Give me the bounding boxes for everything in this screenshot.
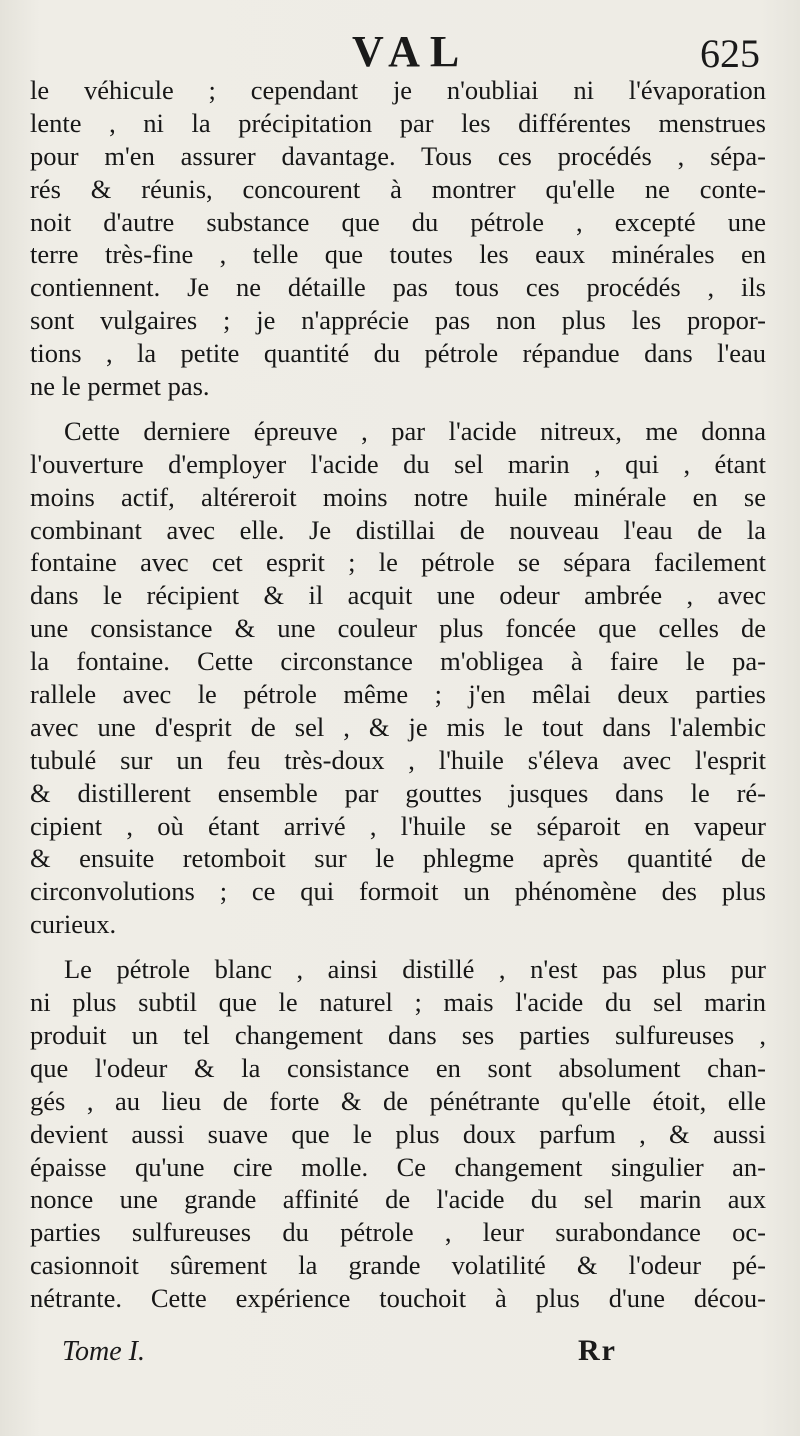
text-line: sont vulgaires ; je n'apprécie pas non plus les propor- [30, 305, 766, 336]
text-line: nonce une grande affinité de l'acide du sel marin aux [30, 1184, 766, 1215]
text-line: avec une d'esprit de sel , & je mis le tout dans l'alembic [30, 711, 766, 742]
text-line: ne le permet pas. [30, 371, 210, 402]
page-number: 625 [700, 31, 760, 76]
text-line: contiennent. Je ne détaille pas tous ces procédés , ils [30, 272, 766, 303]
text-line: casionnoit sûrement la grande volatilité & l'odeur pé- [30, 1250, 766, 1281]
text-line: le véhicule ; cependant je n'oubliai ni l'évaporation [30, 75, 766, 105]
text-line: rallele avec le pétrole même ; j'en mêlai deux parties [30, 679, 766, 710]
paragraph-3 [30, 953, 766, 1315]
page-footer [0, 1336, 800, 1376]
text-line: cipient , où étant arrivé , l'huile se séparoit en vapeur [30, 810, 766, 841]
text-line: que l'odeur & la consistance en sont absolument chan- [30, 1052, 766, 1083]
text-line: & distillerent ensemble par gouttes jusques dans le ré- [30, 777, 766, 808]
text-line: ni plus subtil que le naturel ; mais l'acide du sel marin [30, 987, 766, 1018]
text-line: pour m'en assurer davantage. Tous ces procédés , sépa- [30, 140, 766, 171]
paragraph-2 [30, 415, 766, 941]
text-line: lente , ni la précipitation par les différentes menstrues [30, 107, 766, 138]
text-line: nétrante. Cette expérience touchoit à plus d'une décou- [30, 1283, 766, 1314]
text-line: circonvolutions ; ce qui formoit un phénomène des plus [30, 876, 766, 907]
text-line: tions , la petite quantité du pétrole répandue dans l'eau [30, 338, 766, 369]
paragraph-1 [30, 74, 766, 403]
text-line: produit un tel changement dans ses parties sulfureuses , [30, 1019, 766, 1050]
text-line: terre très-fine , telle que toutes les eaux minérales en [30, 239, 766, 270]
running-head: VAL [352, 27, 470, 76]
text-line: dans le récipient & il acquit une odeur ambrée , avec [30, 580, 766, 611]
text-line: épaisse qu'une cire molle. Ce changement singulier an- [30, 1151, 766, 1182]
text-line: combinant avec elle. Je distillai de nouveau l'eau de la [30, 514, 766, 545]
text-line: une consistance & une couleur plus foncée que celles de [30, 613, 766, 644]
text-line: & ensuite retomboit sur le phlegme après quantité de [30, 843, 766, 874]
signature-mark: Rr [578, 1334, 617, 1367]
text-line: moins actif, altéreroit moins notre huile minérale en se [30, 481, 766, 512]
text-line: parties sulfureuses du pétrole , leur surabondance oc- [30, 1217, 766, 1248]
text-line: Le pétrole blanc , ainsi distillé , n'est pas plus pur [64, 954, 766, 985]
text-line: fontaine avec cet esprit ; le pétrole se sépara facilement [30, 547, 766, 578]
body-text [30, 74, 766, 1315]
text-line: tubulé sur un feu très-doux , l'huile s'éleva avec l'esprit [30, 744, 766, 775]
volume-label: Tome I. [62, 1336, 145, 1367]
text-line: curieux. [30, 909, 117, 940]
text-line: rés & réunis, concourent à montrer qu'elle ne conte- [30, 173, 766, 204]
text-line: la fontaine. Cette circonstance m'obligea à faire le pa- [30, 646, 766, 677]
text-line: noit d'autre substance que du pétrole , excepté une [30, 206, 766, 237]
text-line: Cette derniere épreuve , par l'acide nitreux, me donna [64, 415, 766, 446]
text-line: gés , au lieu de forte & de pénétrante qu'elle étoit, elle [30, 1085, 766, 1116]
text-line: l'ouverture d'employer l'acide du sel marin , qui , étant [30, 448, 766, 479]
text-line: devient aussi suave que le plus doux parfum , & aussi [30, 1118, 766, 1149]
